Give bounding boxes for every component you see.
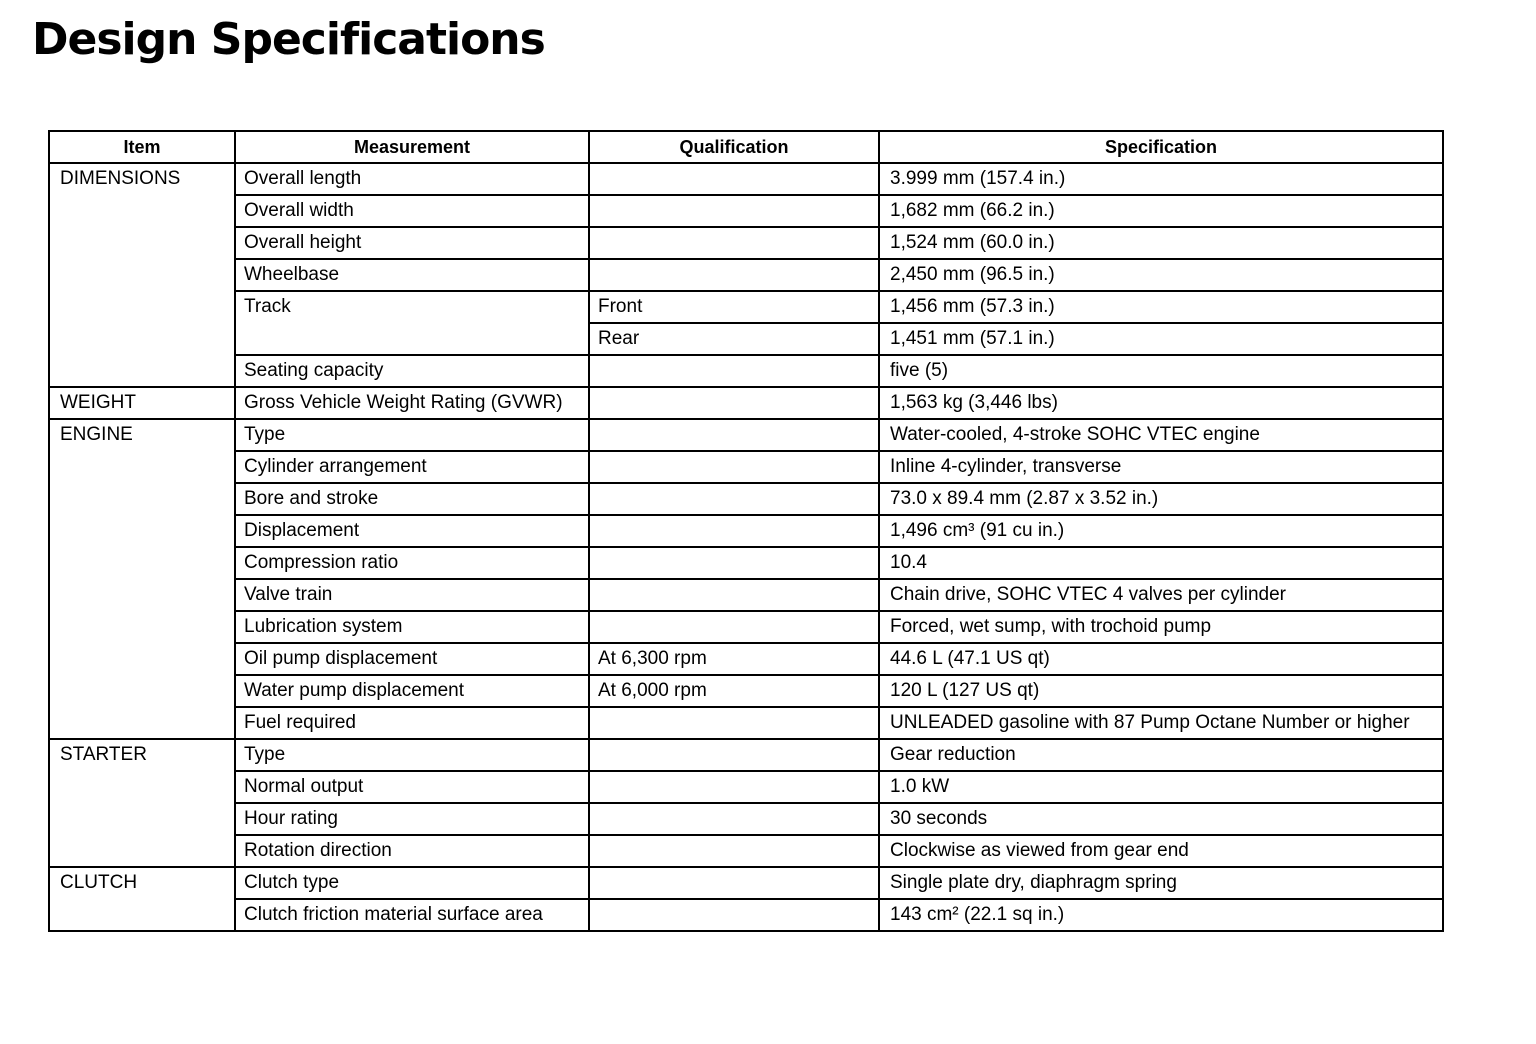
table-row <box>49 515 1443 547</box>
table-row <box>49 387 1443 419</box>
specification-cell: 1.0 kW <box>879 771 1443 803</box>
qualification-cell: At 6,000 rpm <box>589 675 879 707</box>
measurement-cell: Track <box>235 291 589 355</box>
table-row <box>49 483 1443 515</box>
column-header-item: Item <box>49 131 235 163</box>
specification-cell: 30 seconds <box>879 803 1443 835</box>
qualification-cell <box>589 419 879 451</box>
measurement-cell: Type <box>235 739 589 771</box>
qualification-cell <box>589 867 879 899</box>
group-label-starter: STARTER <box>49 739 235 867</box>
qualification-cell <box>589 579 879 611</box>
measurement-cell: Fuel required <box>235 707 589 739</box>
design-specifications-table <box>48 130 1444 932</box>
table-row <box>49 259 1443 291</box>
measurement-cell: Oil pump displacement <box>235 643 589 675</box>
specification-cell: Clockwise as viewed from gear end <box>879 835 1443 867</box>
table-row <box>49 451 1443 483</box>
measurement-cell: Type <box>235 419 589 451</box>
measurement-cell: Clutch friction material surface area <box>235 899 589 931</box>
qualification-cell <box>589 547 879 579</box>
table-header-row <box>49 131 1443 163</box>
specification-cell: Forced, wet sump, with trochoid pump <box>879 611 1443 643</box>
qualification-cell <box>589 163 879 195</box>
table-row <box>49 643 1443 675</box>
qualification-cell: Front <box>589 291 879 323</box>
qualification-cell <box>589 259 879 291</box>
specification-cell: Gear reduction <box>879 739 1443 771</box>
measurement-cell: Clutch type <box>235 867 589 899</box>
specification-cell: 1,456 mm (57.3 in.) <box>879 291 1443 323</box>
specification-cell: five (5) <box>879 355 1443 387</box>
specification-cell: 1,563 kg (3,446 lbs) <box>879 387 1443 419</box>
measurement-cell: Hour rating <box>235 803 589 835</box>
table-row <box>49 867 1443 899</box>
specification-cell: 3.999 mm (157.4 in.) <box>879 163 1443 195</box>
qualification-cell <box>589 515 879 547</box>
qualification-cell <box>589 611 879 643</box>
specification-cell: Chain drive, SOHC VTEC 4 valves per cylinder <box>879 579 1443 611</box>
column-header-measurement: Measurement <box>235 131 589 163</box>
table-row <box>49 419 1443 451</box>
table-row <box>49 227 1443 259</box>
qualification-cell <box>589 195 879 227</box>
column-header-qualification: Qualification <box>589 131 879 163</box>
measurement-cell: Valve train <box>235 579 589 611</box>
table-row <box>49 579 1443 611</box>
specification-cell: Inline 4-cylinder, transverse <box>879 451 1443 483</box>
table-body <box>49 163 1443 931</box>
group-label-weight: WEIGHT <box>49 387 235 419</box>
specification-cell: Single plate dry, diaphragm spring <box>879 867 1443 899</box>
measurement-cell: Displacement <box>235 515 589 547</box>
qualification-cell <box>589 835 879 867</box>
specification-cell: 1,496 cm³ (91 cu in.) <box>879 515 1443 547</box>
qualification-cell: Rear <box>589 323 879 355</box>
measurement-cell: Overall length <box>235 163 589 195</box>
qualification-cell: At 6,300 rpm <box>589 643 879 675</box>
measurement-cell: Cylinder arrangement <box>235 451 589 483</box>
qualification-cell <box>589 227 879 259</box>
specification-cell: 44.6 L (47.1 US qt) <box>879 643 1443 675</box>
qualification-cell <box>589 451 879 483</box>
table-row <box>49 675 1443 707</box>
table-row <box>49 611 1443 643</box>
table-row <box>49 163 1443 195</box>
table-row <box>49 899 1443 931</box>
measurement-cell: Bore and stroke <box>235 483 589 515</box>
table-row <box>49 195 1443 227</box>
measurement-cell: Overall height <box>235 227 589 259</box>
specification-cell: 73.0 x 89.4 mm (2.87 x 3.52 in.) <box>879 483 1443 515</box>
table-row <box>49 291 1443 323</box>
column-header-specification: Specification <box>879 131 1443 163</box>
specification-cell: 120 L (127 US qt) <box>879 675 1443 707</box>
specification-cell: 2,450 mm (96.5 in.) <box>879 259 1443 291</box>
table-row <box>49 547 1443 579</box>
measurement-cell: Compression ratio <box>235 547 589 579</box>
specification-cell: UNLEADED gasoline with 87 Pump Octane Number or higher <box>879 707 1443 739</box>
measurement-cell: Lubrication system <box>235 611 589 643</box>
measurement-cell: Rotation direction <box>235 835 589 867</box>
group-label-engine: ENGINE <box>49 419 235 739</box>
measurement-cell: Gross Vehicle Weight Rating (GVWR) <box>235 387 589 419</box>
specification-cell: 143 cm² (22.1 sq in.) <box>879 899 1443 931</box>
specification-cell: 1,682 mm (66.2 in.) <box>879 195 1443 227</box>
qualification-cell <box>589 803 879 835</box>
qualification-cell <box>589 899 879 931</box>
qualification-cell <box>589 739 879 771</box>
page-title: Design Specifications <box>32 14 545 65</box>
measurement-cell: Water pump displacement <box>235 675 589 707</box>
measurement-cell: Overall width <box>235 195 589 227</box>
measurement-cell: Seating capacity <box>235 355 589 387</box>
table-row <box>49 803 1443 835</box>
specification-cell: 1,451 mm (57.1 in.) <box>879 323 1443 355</box>
qualification-cell <box>589 387 879 419</box>
group-label-dimensions: DIMENSIONS <box>49 163 235 387</box>
qualification-cell <box>589 483 879 515</box>
qualification-cell <box>589 771 879 803</box>
specification-cell: Water-cooled, 4-stroke SOHC VTEC engine <box>879 419 1443 451</box>
measurement-cell: Normal output <box>235 771 589 803</box>
specification-cell: 10.4 <box>879 547 1443 579</box>
qualification-cell <box>589 707 879 739</box>
qualification-cell <box>589 355 879 387</box>
table-row <box>49 771 1443 803</box>
table-row <box>49 355 1443 387</box>
table-row <box>49 835 1443 867</box>
table-row <box>49 739 1443 771</box>
measurement-cell: Wheelbase <box>235 259 589 291</box>
specification-cell: 1,524 mm (60.0 in.) <box>879 227 1443 259</box>
group-label-clutch: CLUTCH <box>49 867 235 931</box>
table-row <box>49 707 1443 739</box>
